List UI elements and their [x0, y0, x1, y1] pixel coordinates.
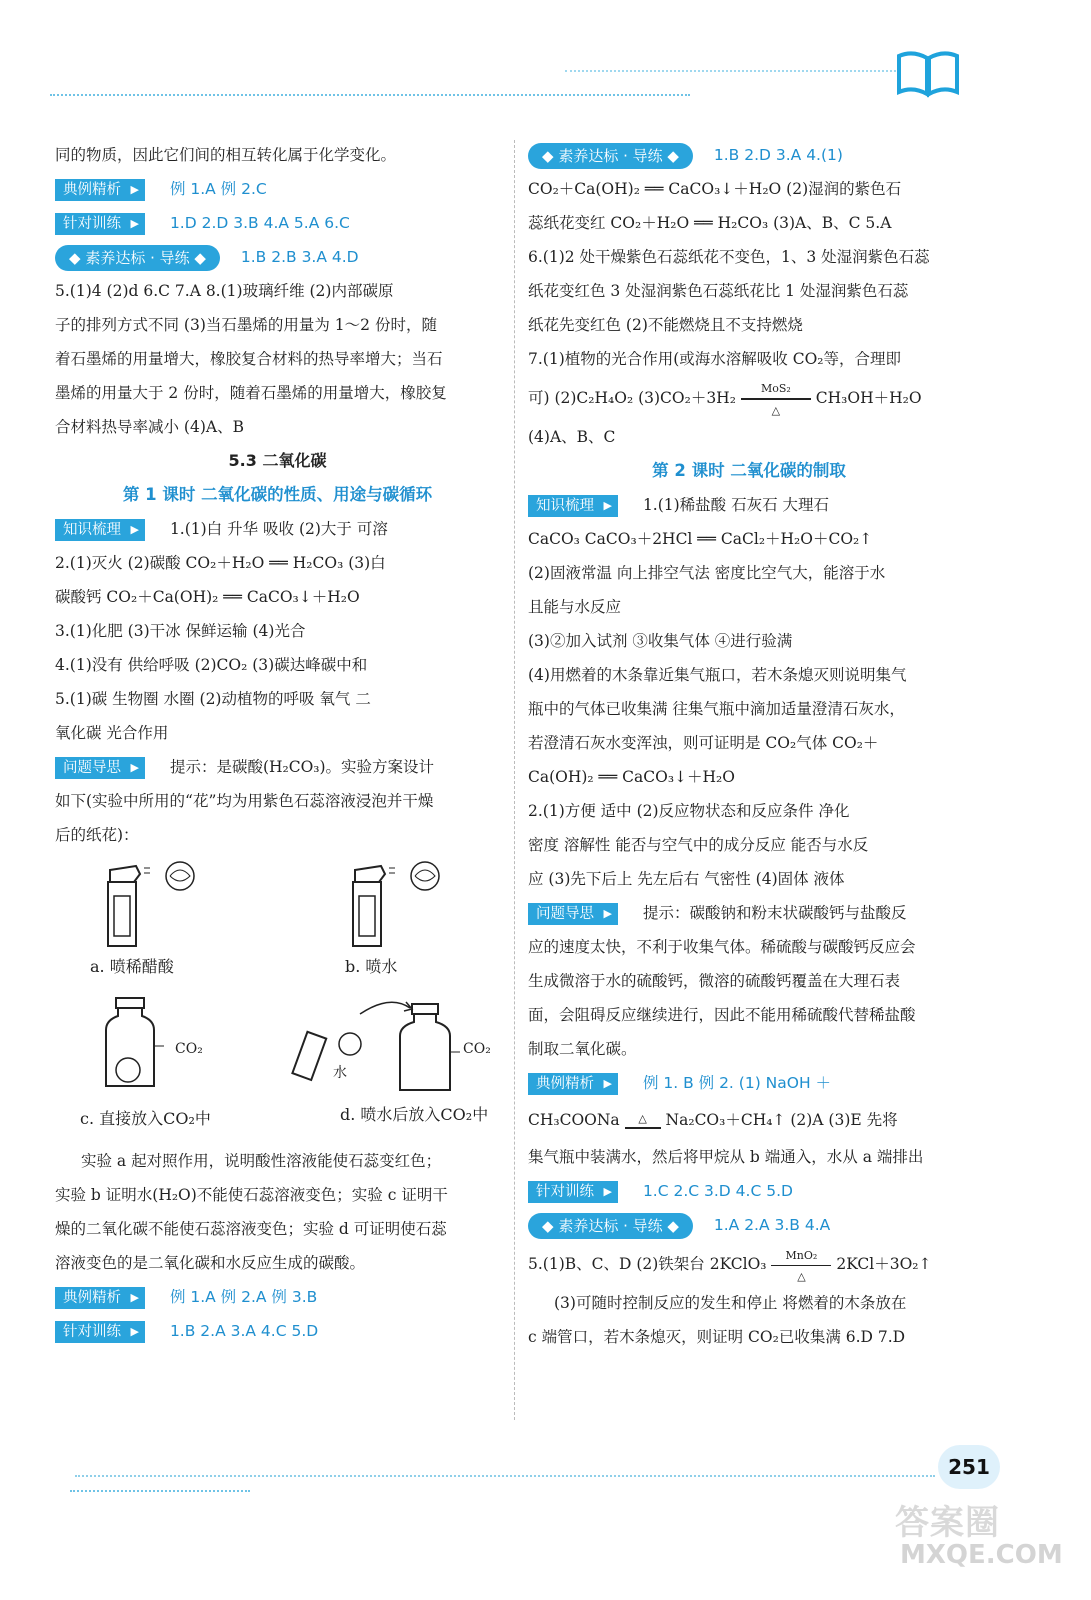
- right-column: [528, 138, 970, 1354]
- reaction-condition: [771, 1247, 831, 1284]
- text-line: 2.(1)方便 适中 (2)反应物状态和反应条件 净化: [528, 802, 850, 820]
- zhendui-answers: 1.C 2.C 3.D 4.C 5.D: [642, 1182, 793, 1200]
- header-dotted-line-upper: [565, 70, 900, 72]
- text-line: 纸花变红色 3 处湿润紫色石蕊纸花比 1 处湿润紫色石蕊: [528, 282, 909, 300]
- suyang-row: [528, 138, 970, 172]
- text-line: 且能与水反应: [528, 598, 622, 616]
- equation-line: [528, 1242, 970, 1286]
- footer-dotted-line-short: [70, 1490, 250, 1492]
- equation-left: 5.(1)B、C、D (2)铁架台 2KClO₃: [528, 1255, 767, 1273]
- text-line: (3)②加入试剂 ③收集气体 ④进行验满: [528, 632, 793, 650]
- water-label: 水: [333, 1065, 347, 1081]
- lesson-title: 第 2 课时 二氧化碳的制取: [652, 461, 846, 480]
- text-line: 合材料热导率减小 (4)A、B: [55, 418, 244, 436]
- page-number: 251: [938, 1445, 1000, 1489]
- equation-left: 可) (2)C₂H₄O₂ (3)CO₂＋3H₂: [528, 389, 736, 407]
- wenti-label: 问题导思 ▶: [55, 757, 145, 779]
- zhendui-label: 针对训练 ▶: [55, 1321, 145, 1343]
- text-line: 5.(1)碳 生物圈 水圈 (2)动植物的呼吸 氧气 二: [55, 690, 371, 708]
- text-line: 密度 溶解性 能否与空气中的成分反应 能否与水反: [528, 836, 869, 854]
- text-line: 着石墨烯的用量增大，橡胶复合材料的热导率增大；当石: [55, 350, 443, 368]
- suyang-label: ◆ 素养达标 · 导练 ◆: [55, 245, 220, 271]
- zhendui-label: 针对训练 ▶: [528, 1181, 618, 1203]
- text-line: 实验 a 起对照作用，说明酸性溶液能使石蕊变红色；: [81, 1152, 442, 1170]
- dianli-row: [528, 1066, 970, 1100]
- zhishi-row: [55, 512, 500, 546]
- suyang-label: ◆ 素养达标 · 导练 ◆: [528, 1213, 693, 1239]
- text-line: 瓶中的气体已收集满 往集气瓶中滴加适量澄清石灰水，: [528, 700, 905, 718]
- heat-symbol: △: [771, 404, 781, 417]
- suyang-row: [55, 240, 500, 274]
- suyang-label-text: 素养达标 · 导练: [558, 147, 663, 165]
- text-line: (3)可随时控制反应的发生和停止 将燃着的木条放在: [554, 1294, 907, 1312]
- equation-right: 2KCl＋3O₂↑: [836, 1255, 932, 1273]
- catalyst: MoS₂: [760, 382, 791, 395]
- co2-label-d: CO₂: [463, 1041, 491, 1057]
- suyang-label: ◆ 素养达标 · 导练 ◆: [528, 143, 693, 169]
- suyang-label-text: 素养达标 · 导练: [558, 1217, 663, 1235]
- header-dotted-line: [50, 94, 690, 96]
- reaction-condition: [625, 1111, 661, 1131]
- zhishi-row: [528, 488, 970, 522]
- dianli-label: 典例精析 ▶: [55, 1287, 145, 1309]
- text-line: CaCO₃ CaCO₃＋2HCl ══ CaCl₂＋H₂O＋CO₂↑: [528, 530, 873, 548]
- book-icon: [895, 48, 961, 100]
- dianli-answers: 例 1. B 例 2. (1) NaOH ＋: [642, 1074, 832, 1092]
- text-line: 后的纸花)：: [55, 826, 139, 844]
- text-line: 溶液变色的是二氧化碳和水反应生成的碳酸。: [55, 1254, 366, 1272]
- dianli-label: 典例精析 ▶: [528, 1073, 618, 1095]
- text-line: 墨烯的用量大于 2 份时，随着石墨烯的用量增大，橡胶复: [55, 384, 447, 402]
- dianli-answers: 例 1.A 例 2.A 例 3.B: [169, 1288, 318, 1306]
- zhishi-answers: 1.(1)稀盐酸 石灰石 大理石: [642, 496, 830, 514]
- dianli-answers: 例 1.A 例 2.C: [169, 180, 267, 198]
- text-line: Ca(OH)₂ ══ CaCO₃↓＋H₂O: [528, 768, 735, 786]
- text-line: 7.(1)植物的光合作用(或海水溶解吸收 CO₂等，合理即: [528, 350, 902, 368]
- wenti-row: [528, 896, 970, 930]
- suyang-answers: 1.A 2.A 3.B 4.A: [713, 1216, 831, 1234]
- reaction-condition: [741, 380, 811, 418]
- heat-symbol: △: [638, 1112, 647, 1125]
- text-line: 集气瓶中装满水，然后将甲烷从 b 端通入，水从 a 端排出: [528, 1148, 924, 1166]
- wenti-text: 提示：碳酸钠和粉末状碳酸钙与盐酸反: [642, 904, 907, 922]
- text-line: 面，会阻碍反应继续进行，因此不能用稀硫酸代替稀盐酸: [528, 1006, 916, 1024]
- spray-bottle-icon: [100, 860, 220, 950]
- equation-right: CH₃OH＋H₂O: [815, 389, 922, 407]
- experiment-figures-2: [55, 994, 500, 1144]
- figure-caption-a: a. 喷稀醋酸: [90, 957, 174, 976]
- catalyst: MnO₂: [785, 1248, 818, 1262]
- zhishi-answers: 1.(1)白 升华 吸收 (2)大于 可溶: [169, 520, 388, 538]
- zhendui-answers: 1.D 2.D 3.B 4.A 5.A 6.C: [169, 214, 350, 232]
- gas-jar-icon: [100, 994, 170, 1092]
- spray-bottle-icon: [345, 860, 465, 950]
- text-line: 如下(实验中所用的“花”均为用紫色石蕊溶液浸泡并干燥: [55, 792, 434, 810]
- text-line: (4)用燃着的木条靠近集气瓶口，若木条熄灭则说明集气: [528, 666, 907, 684]
- footer-dotted-line: [75, 1475, 935, 1477]
- suyang-row-2: [528, 1208, 970, 1242]
- text-line: 6.(1)2 处干燥紫色石蕊纸花不变色，1、3 处湿润紫色石蕊: [528, 248, 930, 266]
- column-divider: [514, 140, 515, 1420]
- zhishi-label: 知识梳理 ▶: [55, 519, 145, 541]
- wenti-text: 提示：是碳酸(H₂CO₃)。实验方案设计: [169, 758, 435, 776]
- left-column: [55, 138, 500, 1348]
- equation-right: Na₂CO₃＋CH₄↑ (2)A (3)E 先将: [665, 1111, 898, 1129]
- suyang-answers: 1.B 2.D 3.A 4.(1): [713, 146, 843, 164]
- equation-line: [528, 1100, 970, 1140]
- spray-and-jar-icon: [290, 994, 470, 1094]
- text-line: 蕊纸花变红 CO₂＋H₂O ══ H₂CO₃ (3)A、B、C 5.A: [528, 214, 892, 232]
- zhendui-row: [528, 1174, 970, 1208]
- wenti-row: [55, 750, 500, 784]
- figure-caption-c: c. 直接放入CO₂中: [80, 1109, 211, 1128]
- zhendui-answers: 1.B 2.A 3.A 4.C 5.D: [169, 1322, 319, 1340]
- text-line: 同的物质，因此它们间的相互转化属于化学变化。: [55, 146, 397, 164]
- watermark-logo: 答案圈: [895, 1503, 1000, 1543]
- suyang-label-text: 素养达标 · 导练: [85, 249, 190, 267]
- text-line: 5.(1)4 (2)d 6.C 7.A 8.(1)玻璃纤维 (2)内部碳原: [55, 282, 394, 300]
- text-line: (4)A、B、C: [528, 428, 616, 446]
- text-line: 纸花先变红色 (2)不能燃烧且不支持燃烧: [528, 316, 803, 334]
- text-line: 制取二氧化碳。: [528, 1040, 637, 1058]
- text-line: 4.(1)没有 供给呼吸 (2)CO₂ (3)碳达峰碳中和: [55, 656, 368, 674]
- section-title: 5.3 二氧化碳: [228, 451, 327, 470]
- text-line: 若澄清石灰水变浑浊，则可证明是 CO₂气体 CO₂＋: [528, 734, 879, 752]
- text-line: 应的速度太快，不利于收集气体。稀硫酸与碳酸钙反应会: [528, 938, 916, 956]
- text-line: 2.(1)灭火 (2)碳酸 CO₂＋H₂O ══ H₂CO₃ (3)白: [55, 554, 386, 572]
- text-line: 碳酸钙 CO₂＋Ca(OH)₂ ══ CaCO₃↓＋H₂O: [55, 588, 360, 606]
- suyang-answers: 1.B 2.B 3.A 4.D: [240, 248, 359, 266]
- figure-caption-b: b. 喷水: [345, 957, 398, 976]
- text-line: 生成微溶于水的硫酸钙，微溶的硫酸钙覆盖在大理石表: [528, 972, 901, 990]
- text-line: c 端管口，若木条熄灭，则证明 CO₂已收集满 6.D 7.D: [528, 1328, 906, 1346]
- dianli-row-2: [55, 1280, 500, 1314]
- text-line: CO₂＋Ca(OH)₂ ══ CaCO₃↓＋H₂O (2)湿润的紫色石: [528, 180, 902, 198]
- text-line: 燥的二氧化碳不能使石蕊溶液变色；实验 d 可证明使石蕊: [55, 1220, 447, 1238]
- heat-symbol: △: [797, 1269, 806, 1283]
- text-line: 实验 b 证明水(H₂O)不能使石蕊溶液变色；实验 c 证明干: [55, 1186, 448, 1204]
- co2-label: CO₂: [175, 1041, 203, 1057]
- text-line: 子的排列方式不同 (3)当石墨烯的用量为 1～2 份时，随: [55, 316, 437, 334]
- lesson-title: 第 1 课时 二氧化碳的性质、用途与碳循环: [122, 485, 433, 504]
- text-line: 应 (3)先下后上 先左后右 气密性 (4)固体 液体: [528, 870, 845, 888]
- dianli-row: [55, 172, 500, 206]
- text-line: 氧化碳 光合作用: [55, 724, 169, 742]
- zhishi-label: 知识梳理 ▶: [528, 495, 618, 517]
- figure-caption-d: d. 喷水后放入CO₂中: [340, 1105, 489, 1124]
- equation-line: [528, 376, 970, 420]
- dianli-label: 典例精析 ▶: [55, 179, 145, 201]
- watermark-url: MXQE.COM: [900, 1540, 1063, 1570]
- zhendui-label: 针对训练 ▶: [55, 213, 145, 235]
- text-line: (2)固液常温 向上排空气法 密度比空气大，能溶于水: [528, 564, 886, 582]
- zhendui-row: [55, 206, 500, 240]
- zhendui-row-2: [55, 1314, 500, 1348]
- equation-left: CH₃COONa: [528, 1111, 620, 1129]
- wenti-label: 问题导思 ▶: [528, 903, 618, 925]
- text-line: 3.(1)化肥 (3)干冰 保鲜运输 (4)光合: [55, 622, 306, 640]
